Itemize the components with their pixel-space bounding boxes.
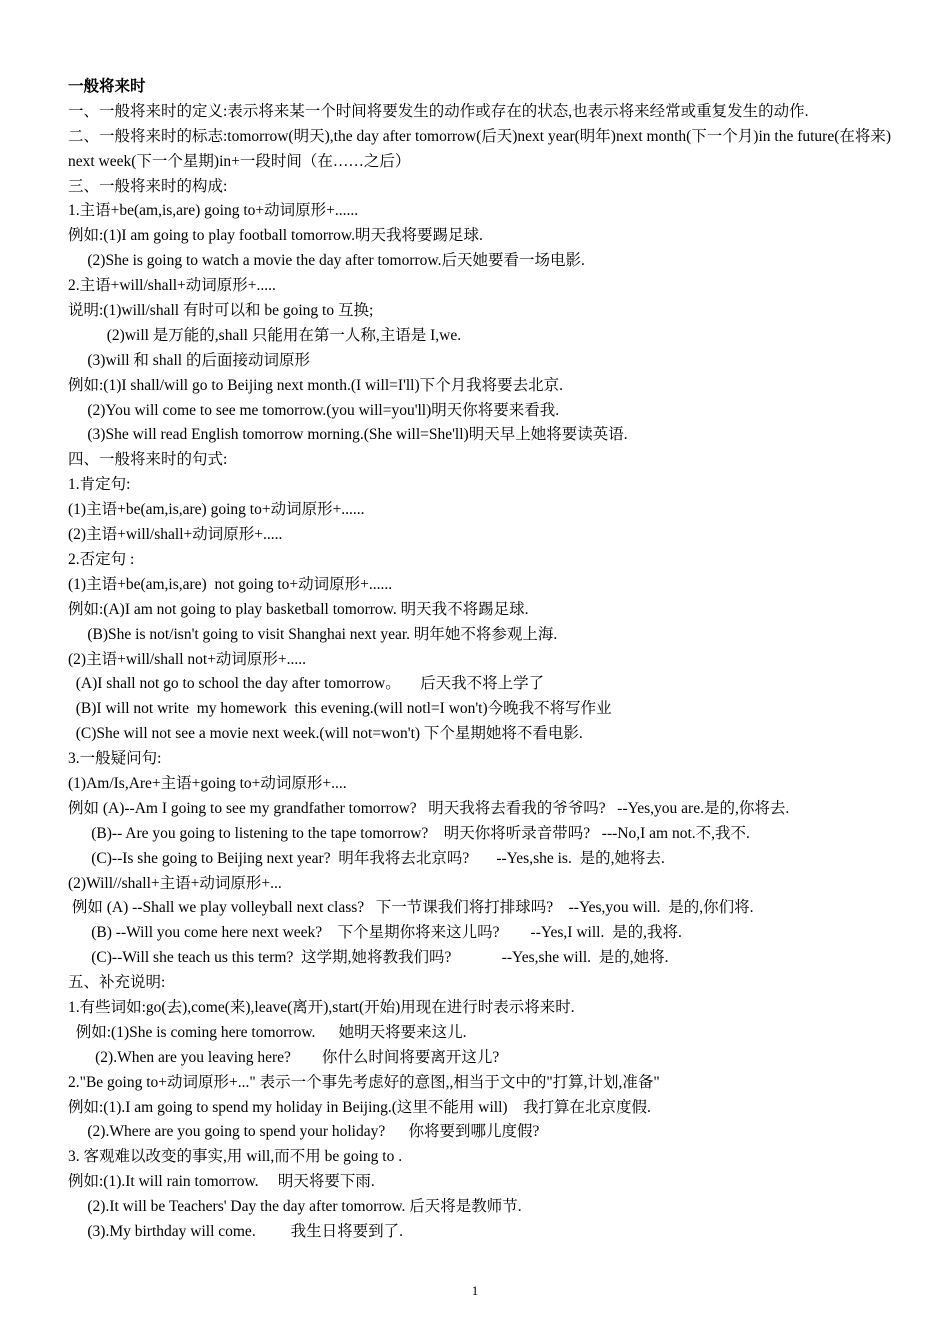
text-line: (1)主语+be(am,is,are) not going to+动词原形+...... <box>68 575 393 593</box>
text-line: (3)She will read English tomorrow morning.(She will=She'll)明天早上她将要读英语. <box>68 426 628 444</box>
text-line: (2)Will//shall+主语+动词原形+... <box>68 874 282 892</box>
page-number: 1 <box>471 1283 479 1298</box>
text-line: (3)will 和 shall 的后面接动词原形 <box>68 351 310 369</box>
section-heading: 四、一般将来时的句式: <box>68 451 228 469</box>
text-line: (B) --Will you come here next week? 下个星期你将来这儿吗? --Yes,I will. 是的,我将. <box>68 924 682 942</box>
text-line: next week(下一个星期)in+一段时间（在……之后） <box>68 152 411 170</box>
text-line: (2)She is going to watch a movie the day after tomorrow.后天她要看一场电影. <box>68 252 585 270</box>
text-line: 例如:(A)I am not going to play basketball tomorrow. 明天我不将踢足球. <box>68 600 529 618</box>
text-line: 例如:(1)She is coming here tomorrow. 她明天将要来这儿. <box>68 1023 467 1041</box>
text-line: (A)I shall not go to school the day after tomorrow。 后天我不将上学了 <box>68 675 545 693</box>
text-line: (3).My birthday will come. 我生日将要到了. <box>68 1222 403 1240</box>
text-line: 例如:(1).I am going to spend my holiday in Beijing.(这里不能用 will) 我打算在北京度假. <box>68 1098 651 1116</box>
text-line: (C)--Is she going to Beijing next year? 明年我将去北京吗? --Yes,she is. 是的,她将去. <box>68 849 665 867</box>
text-line: (2).Where are you going to spend your holiday? 你将要到哪儿度假? <box>68 1123 540 1141</box>
text-line: 1.有些词如:go(去),come(来),leave(离开),start(开始)用现在进行时表示将来时. <box>68 998 575 1016</box>
text-line: 3. 客观难以改变的事实,用 will,而不用 be going to . <box>68 1148 403 1166</box>
text-line: 2.否定句 : <box>68 550 135 568</box>
text-line: (2)will 是万能的,shall 只能用在第一人称,主语是 I,we. <box>68 326 462 344</box>
text-line: 1.肯定句: <box>68 476 131 494</box>
document-body <box>68 75 898 1245</box>
text-line: (1)Am/Is,Are+主语+going to+动词原形+.... <box>68 774 347 792</box>
text-line: 一、一般将来时的定义:表示将来某一个时间将要发生的动作或存在的状态,也表示将来经常或重复发生的动作. <box>68 102 809 120</box>
document-title: 一般将来时 <box>68 78 146 95</box>
section-heading: 三、一般将来时的构成: <box>68 177 228 195</box>
text-line: (2)You will come to see me tomorrow.(you will=you'll)明天你将要来看我. <box>68 401 560 419</box>
text-line: 例如 (A) --Shall we play volleyball next class? 下一节课我们将打排球吗? --Yes,you will. 是的,你们将. <box>68 899 754 917</box>
text-line: 2."Be going to+动词原形+..." 表示一个事先考虑好的意图,,相当于文中的"打算,计划,准备" <box>68 1073 660 1091</box>
text-line: (2).It will be Teachers' Day the day after tomorrow. 后天将是教师节. <box>68 1198 522 1216</box>
text-line: (C)--Will she teach us this term? 这学期,她将教我们吗? --Yes,she will. 是的,她将. <box>68 949 669 967</box>
text-line: 例如:(1).It will rain tomorrow. 明天将要下雨. <box>68 1173 375 1191</box>
text-line: 3.一般疑问句: <box>68 750 162 768</box>
text-line: 例如:(1)I shall/will go to Beijing next month.(I will=I'll)下个月我将要去北京. <box>68 376 564 394</box>
text-line: (C)She will not see a movie next week.(will not=won't) 下个星期她将不看电影. <box>68 725 583 743</box>
text-line: 二、一般将来时的标志:tomorrow(明天),the day after tomorrow(后天)next year(明年)next month(下一个月)in the future(在将来) <box>68 127 892 145</box>
text-line: (2).When are you leaving here? 你什么时间将要离开这儿? <box>68 1048 500 1066</box>
text-line: 例如 (A)--Am I going to see my grandfather tomorrow? 明天我将去看我的爷爷吗? --Yes,you are.是的,你将去. <box>68 799 790 817</box>
text-line: (2)主语+will/shall not+动词原形+..... <box>68 650 307 668</box>
text-line: (1)主语+be(am,is,are) going to+动词原形+...... <box>68 501 365 519</box>
section-heading: 五、补充说明: <box>68 974 166 992</box>
text-line: 2.主语+will/shall+动词原形+..... <box>68 277 276 295</box>
text-line: (2)主语+will/shall+动词原形+..... <box>68 526 283 544</box>
text-line: 例如:(1)I am going to play football tomorrow.明天我将要踢足球. <box>68 227 483 245</box>
text-line: (B)She is not/isn't going to visit Shanghai next year. 明年她不将参观上海. <box>68 625 558 643</box>
text-line: 1.主语+be(am,is,are) going to+动词原形+...... <box>68 202 359 220</box>
text-line: 说明:(1)will/shall 有时可以和 be going to 互换; <box>68 302 374 320</box>
text-line: (B)I will not write my homework this evening.(will notl=I won't)今晚我不将写作业 <box>68 700 612 718</box>
text-line: (B)-- Are you going to listening to the tape tomorrow? 明天你将听录音带吗? ---No,I am not.不,我不. <box>68 824 750 842</box>
